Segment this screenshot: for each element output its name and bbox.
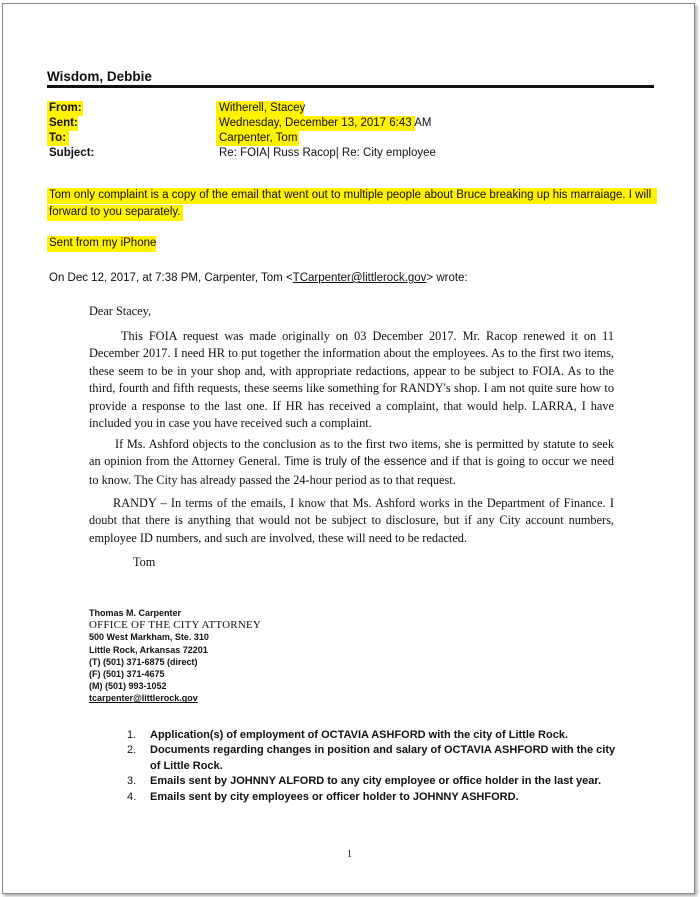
message-line-2: forward to you separately.: [49, 206, 181, 218]
list-item-text: Emails sent by city employees or officer holder to JOHNNY ASHFORD.: [150, 790, 519, 803]
list-item: [127, 774, 627, 789]
page-number: 1: [347, 849, 352, 860]
list-item-number: 3.: [127, 775, 137, 788]
p2-part-c: and if that is going to occur we need to know. The City has already passed the 24-hour period as to that request.: [89, 454, 615, 487]
subject-label: Subject:: [49, 147, 95, 159]
p2-emphasis: Time is truly of the essence: [284, 456, 427, 469]
signature-address-1: 500 West Markham, Ste. 310: [89, 632, 209, 643]
signature-mobile: (M) (501) 993-1052: [89, 681, 167, 692]
signature-email-link[interactable]: tcarpenter@littlerock.gov: [89, 693, 198, 704]
signature-block: [89, 607, 261, 705]
list-item: [127, 790, 627, 805]
letter-paragraph-2: [89, 436, 614, 489]
letter-paragraph-1-text: This FOIA request was made originally on 03 December 2017. Mr. Racop renewed it on 11 December 2017. I need HR to put together the information about the employees. As to the first two items, these seem to be in your shop and, with appropriate redactions, appear to be subject to FOIA. As to the third, fourth and fifth requests, these seems like something for RANDY's shop. I am not quite sure how to provide a response to the last one. If HR has received a complaint, that would help. LARRA, I have included you in case you have received such a complaint.: [89, 329, 614, 431]
p2-part-a: If Ms. Ashford objects to the conclusion as to the first two items, she is permitted by statute to seek an opinion from the Attorney General.: [89, 437, 614, 469]
list-item-text: Emails sent by JOHNNY ALFORD to any city employee or office holder in the last year.: [150, 775, 602, 788]
signature-fax: (F) (501) 371-4675: [89, 669, 165, 680]
list-item-number: 4.: [127, 790, 137, 803]
to-value: Carpenter, Tom: [219, 132, 298, 144]
letter-greeting: Dear Stacey,: [89, 304, 152, 318]
letter-paragraph-1: [89, 328, 614, 432]
signature-address-2: Little Rock, Arkansas 72201: [89, 644, 208, 655]
list-item: [127, 728, 627, 743]
list-item-text: Application(s) of employment of OCTAVIA ASHFORD with the city of Little Rock.: [150, 729, 569, 741]
request-list: [127, 728, 627, 805]
quote-header: [49, 272, 468, 284]
to-label: To:: [49, 132, 67, 144]
sent-value: Wednesday, December 13, 2017 6:43 AM: [219, 117, 432, 129]
letter-paragraph-3: [89, 495, 614, 547]
mailbox-owner: Wisdom, Debbie: [47, 69, 152, 84]
list-item: [127, 743, 627, 774]
from-label: From:: [49, 102, 82, 114]
quote-header-prefix: On Dec 12, 2017, at 7:38 PM, Carpenter, Tom <: [49, 272, 293, 284]
letter-paragraph-2-text: [89, 436, 614, 489]
signature-office: OFFICE OF THE CITY ATTORNEY: [89, 619, 262, 632]
signature-name: Thomas M. Carpenter: [89, 608, 182, 618]
quote-email-link[interactable]: TCarpenter@littlerock.gov: [292, 272, 427, 284]
from-value: Witherell, Stacey: [219, 102, 306, 114]
list-item-number: 2.: [127, 744, 137, 757]
letter-closing: Tom: [133, 555, 156, 569]
header-rule: [47, 85, 654, 88]
message-signoff: Sent from my iPhone: [49, 237, 157, 249]
letter-paragraph-3-text: RANDY – In terms of the emails, I know that Ms. Ashford works in the Department of Finance. I doubt that there is anything that would not be subject to disclosure, but if any City account numbers, employee ID numbers, and such are involved, these will need to be redacted.: [89, 496, 614, 545]
document-page: [2, 3, 695, 894]
list-item-number: 1.: [127, 729, 137, 741]
signature-phone-direct: (T) (501) 371-6875 (direct): [89, 656, 198, 667]
list-item-text: Documents regarding changes in position and salary of OCTAVIA ASHFORD with the city of Little Rock.: [150, 744, 616, 772]
subject-value: Re: FOIA| Russ Racop| Re: City employee: [219, 147, 436, 159]
quote-header-suffix: > wrote:: [426, 272, 468, 284]
sent-label: Sent:: [49, 117, 78, 129]
message-line-1: Tom only complaint is a copy of the email that went out to multiple people about Bruce breaking up his marraiage. I will: [49, 189, 652, 201]
